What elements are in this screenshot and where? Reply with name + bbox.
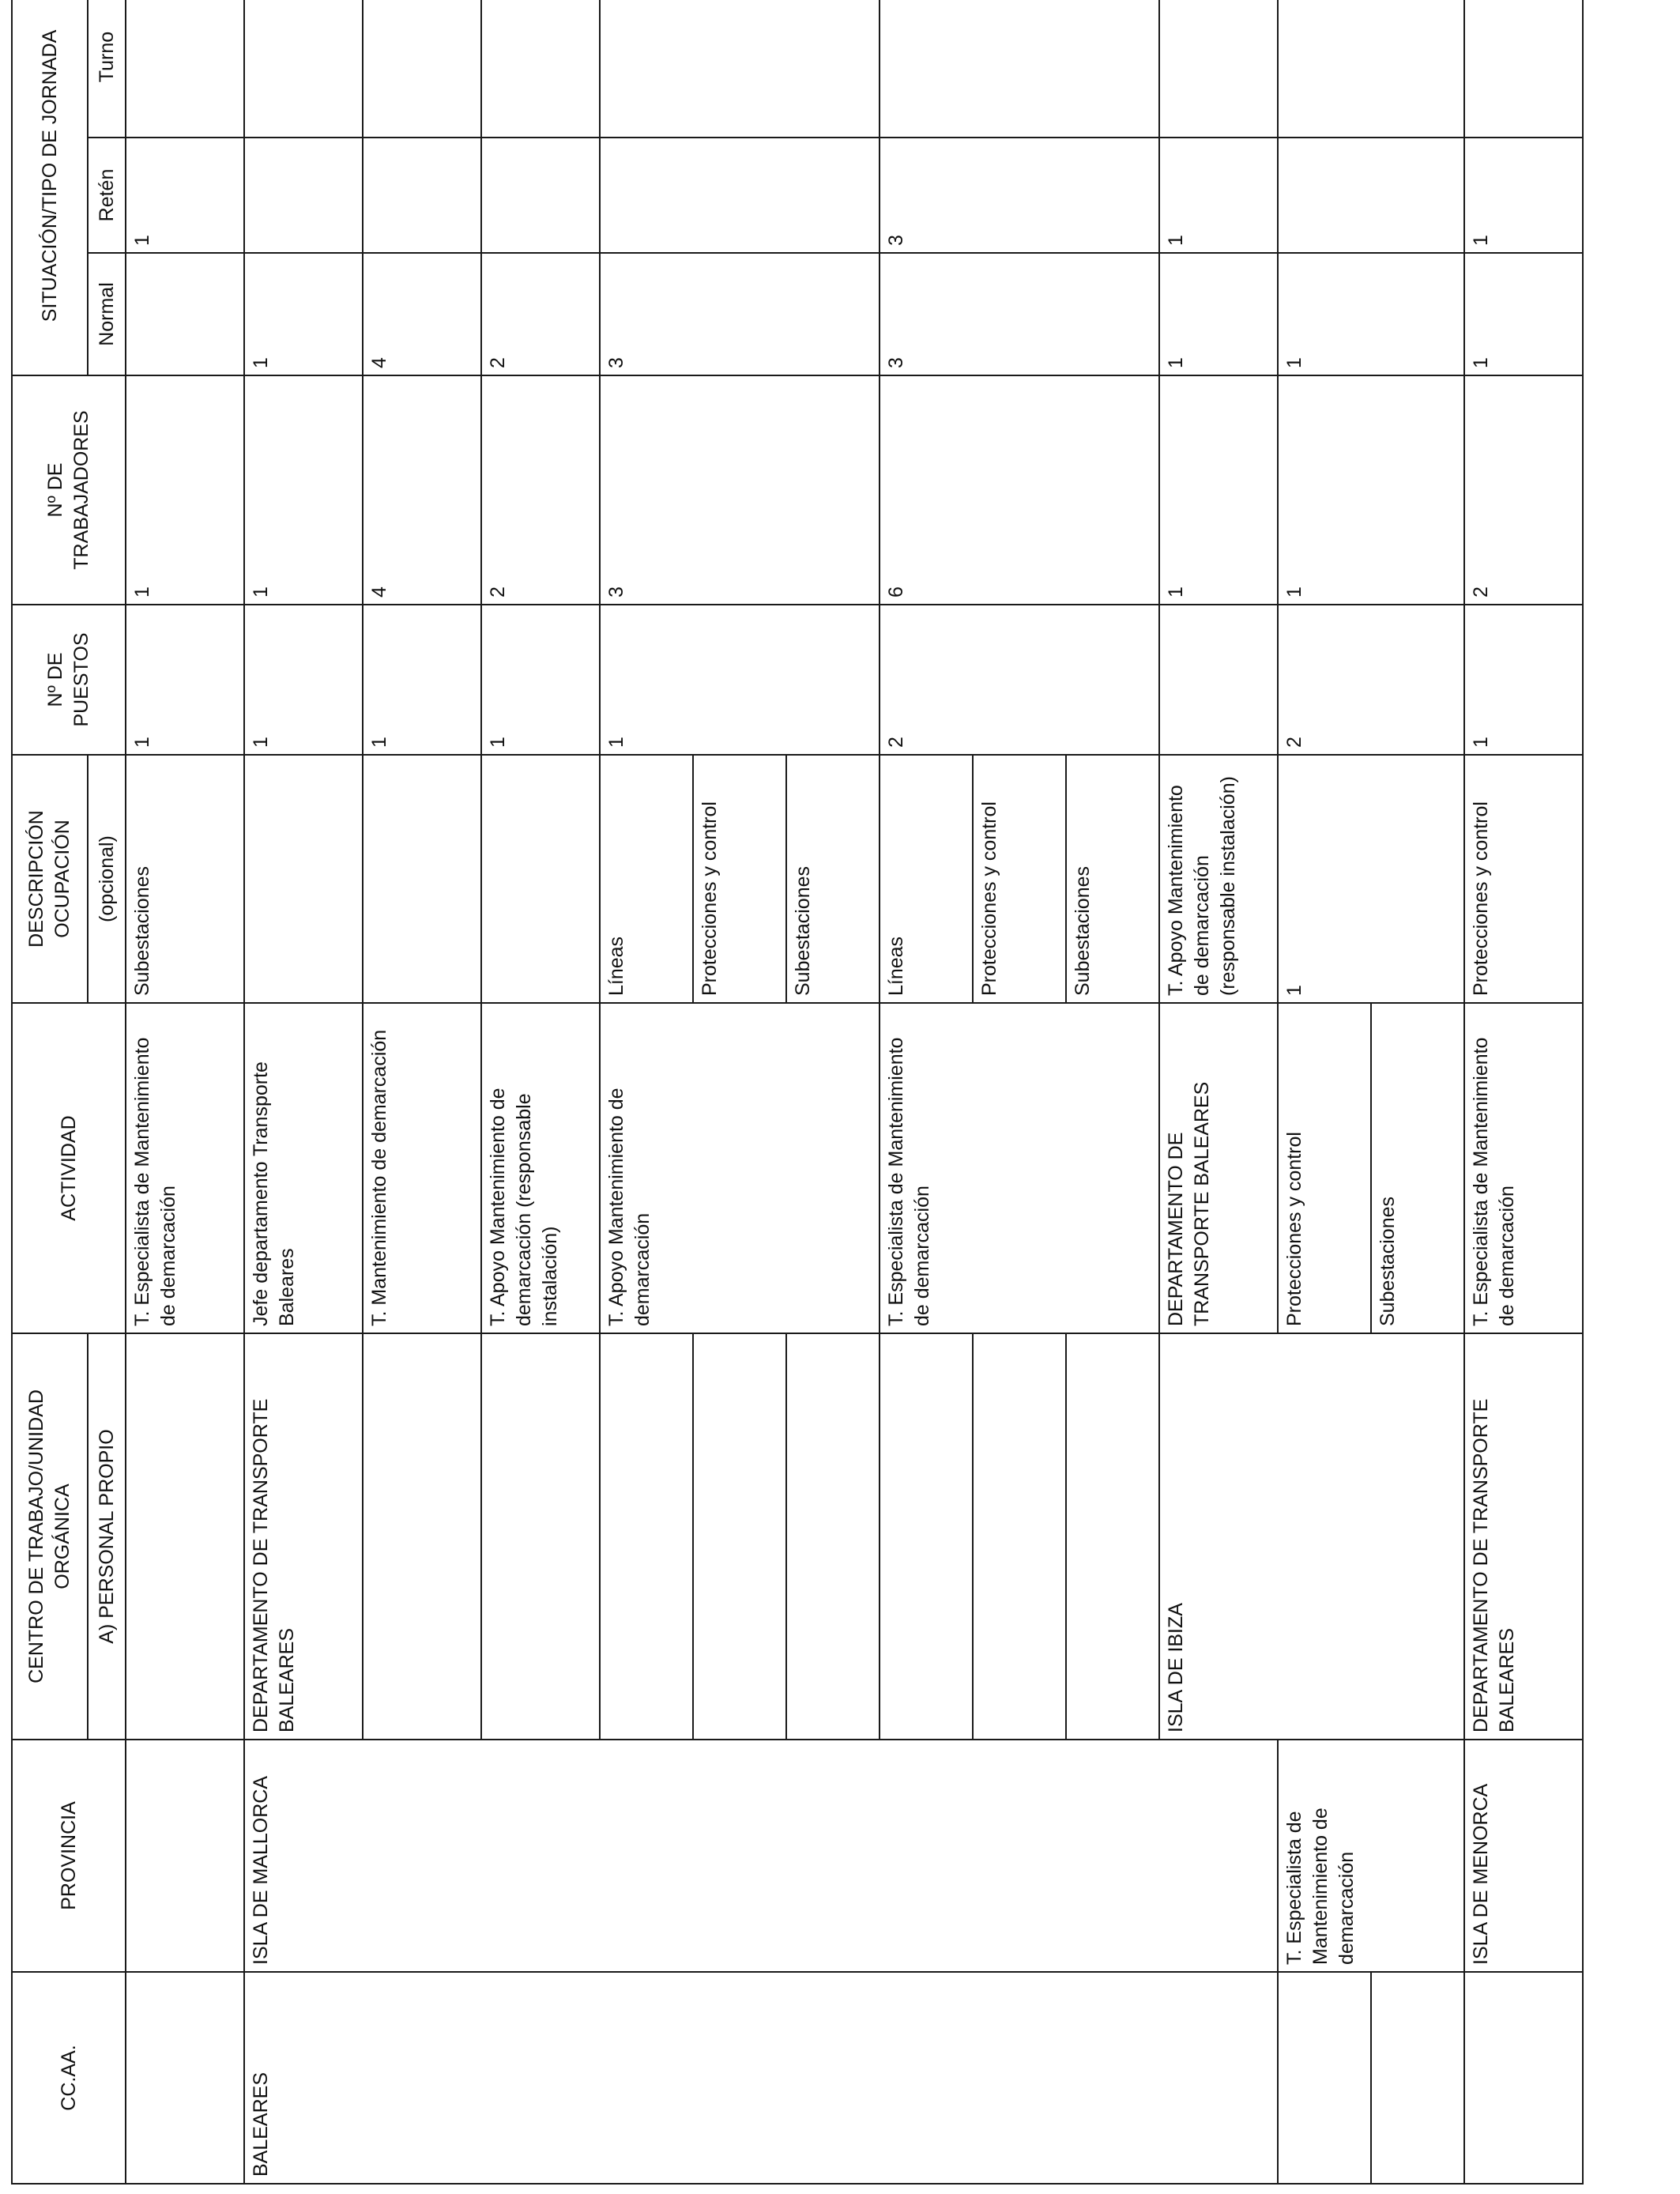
cell-turno [481, 0, 600, 138]
cell-turno [880, 0, 1159, 138]
cell-turno [244, 0, 363, 138]
cell-turno [1464, 0, 1583, 138]
cell-puestos: 1 [1464, 605, 1583, 755]
header-reten: Retén [88, 138, 126, 253]
cell-centro [880, 1333, 973, 1740]
cell-puestos: 1 [1159, 375, 1278, 605]
table-row [126, 0, 244, 2184]
cell-descripcion: Subestaciones [1371, 1003, 1464, 1333]
header-actividad: ACTIVIDAD [12, 1003, 126, 1333]
cell-descripcion: Protecciones y control [693, 755, 786, 1003]
header-turno: Turno [88, 0, 126, 138]
cell-puestos: 1 [481, 605, 600, 755]
cell-trabajadores: 3 [600, 375, 880, 605]
cell-descripcion: Líneas [880, 755, 973, 1003]
cell-descripcion: Protecciones y control [1278, 1003, 1371, 1333]
cell-normal: 1 [1159, 138, 1278, 253]
cell-puestos: 1 [1278, 755, 1464, 1003]
cell-turno [126, 0, 244, 138]
cell-normal: 4 [363, 253, 481, 375]
cell-normal: 2 [481, 253, 600, 375]
cell-turno [363, 0, 481, 138]
cell-reten [363, 138, 481, 253]
cell-reten: 1 [1278, 253, 1464, 375]
cell-reten: 1 [126, 138, 244, 253]
header-provincia: PROVINCIA [12, 1740, 126, 1972]
cell-centro [481, 1333, 600, 1740]
header-centro: CENTRO DE TRABAJO/UNIDAD ORGÁNICA [12, 1333, 88, 1740]
cell-centro [1066, 1333, 1159, 1740]
table-row [1278, 0, 1371, 2184]
cell-trabajadores: 6 [880, 375, 1159, 605]
cell-centro [786, 1333, 880, 1740]
header-descripcion-sub: (opcional) [88, 755, 126, 1003]
table-row [1464, 0, 1583, 2184]
cell-provincia: ISLA DE MALLORCA [244, 1740, 1278, 1972]
cell-centro: DEPARTAMENTO DE TRANSPORTE BALEARES [1464, 1333, 1583, 1740]
cell-puestos: 1 [363, 605, 481, 755]
cell-actividad: T. Apoyo Mantenimiento de demarcación (responsable instalación) [481, 1003, 600, 1333]
cell-centro [600, 1333, 693, 1740]
cell-trabajadores: 2 [1278, 605, 1464, 755]
cell-centro [1371, 1972, 1464, 2184]
cell-actividad: T. Especialista de Mantenimiento de demarcación [1278, 1740, 1464, 1972]
table-row [244, 0, 363, 2184]
cell-ccaa [126, 1972, 244, 2184]
cell-centro: DEPARTAMENTO DE TRANSPORTE BALEARES [1159, 1003, 1278, 1333]
header-descripcion: DESCRIPCIÓN OCUPACIÓN [12, 755, 88, 1003]
cell-actividad: T. Mantenimiento de demarcación [363, 1003, 481, 1333]
cell-trabajadores: 2 [1464, 375, 1583, 605]
cell-trabajadores: 4 [363, 375, 481, 605]
cell-descripcion [1159, 605, 1278, 755]
cell-descripcion [481, 755, 600, 1003]
cell-normal [126, 253, 244, 375]
cell-reten: 3 [880, 138, 1159, 253]
cell-reten [244, 138, 363, 253]
header-ccaa: CC.AA. [12, 1972, 126, 2184]
cell-normal: 1 [244, 253, 363, 375]
cell-ccaa [1464, 1972, 1583, 2184]
cell-centro [973, 1333, 1066, 1740]
cell-provincia: ISLA DE IBIZA [1159, 1333, 1464, 1740]
cell-descripcion [363, 755, 481, 1003]
header-personal-propio: A) PERSONAL PROPIO [88, 1333, 126, 1740]
cell-centro [1278, 1972, 1371, 2184]
cell-reten [600, 138, 880, 253]
cell-trabajadores: 1 [126, 375, 244, 605]
header-situacion: SITUACIÓN/TIPO DE JORNADA [12, 0, 88, 375]
cell-trabajadores: 1 [244, 375, 363, 605]
cell-actividad: T. Apoyo Mantenimiento de demarcación (responsable instalación) [1159, 755, 1278, 1003]
cell-normal: 3 [880, 253, 1159, 375]
cell-reten [1159, 0, 1278, 138]
cell-turno [1278, 138, 1464, 253]
cell-descripcion: Protecciones y control [1464, 755, 1583, 1003]
cell-puestos: 1 [600, 605, 880, 755]
cell-normal: 1 [1464, 253, 1583, 375]
cell-ccaa: BALEARES [244, 1972, 1278, 2184]
cell-actividad: T. Especialista de Mantenimiento de demarcación [1464, 1003, 1583, 1333]
header-normal: Normal [88, 253, 126, 375]
cell-actividad: T. Apoyo Mantenimiento de demarcación [600, 1003, 880, 1333]
cell-puestos: 2 [880, 605, 1159, 755]
cell-normal: 3 [600, 253, 880, 375]
cell-descripcion [244, 755, 363, 1003]
cell-reten [481, 138, 600, 253]
header-trabajadores: Nº DE TRABAJADORES [12, 375, 126, 605]
cell-descripcion: Líneas [600, 755, 693, 1003]
cell-descripcion: Protecciones y control [973, 755, 1066, 1003]
cell-centro: DEPARTAMENTO DE TRANSPORTE BALEARES [244, 1333, 363, 1740]
cell-normal: 1 [1278, 375, 1464, 605]
cell-puestos: 1 [126, 605, 244, 755]
cell-reten: 1 [1464, 138, 1583, 253]
cell-trabajadores: 2 [481, 375, 600, 605]
staffing-table [11, 0, 1584, 2185]
cell-descripcion: Subestaciones [1066, 755, 1159, 1003]
cell-centro [363, 1333, 481, 1740]
cell-actividad: T. Especialista de Mantenimiento de demarcación [126, 1003, 244, 1333]
cell-trabajadores: 1 [1159, 253, 1278, 375]
cell-centro [693, 1333, 786, 1740]
cell-provincia [126, 1740, 244, 1972]
cell-turno [600, 0, 880, 138]
header-puestos: Nº DE PUESTOS [12, 605, 126, 755]
cell-centro [126, 1333, 244, 1740]
cell-puestos: 1 [244, 605, 363, 755]
cell-descripcion: Subestaciones [126, 755, 244, 1003]
cell-provincia: ISLA DE MENORCA [1464, 1740, 1583, 1972]
cell-actividad: T. Especialista de Mantenimiento de demarcación [880, 1003, 1159, 1333]
cell-descripcion: Subestaciones [786, 755, 880, 1003]
cell-actividad: Jefe departamento Transporte Baleares [244, 1003, 363, 1333]
